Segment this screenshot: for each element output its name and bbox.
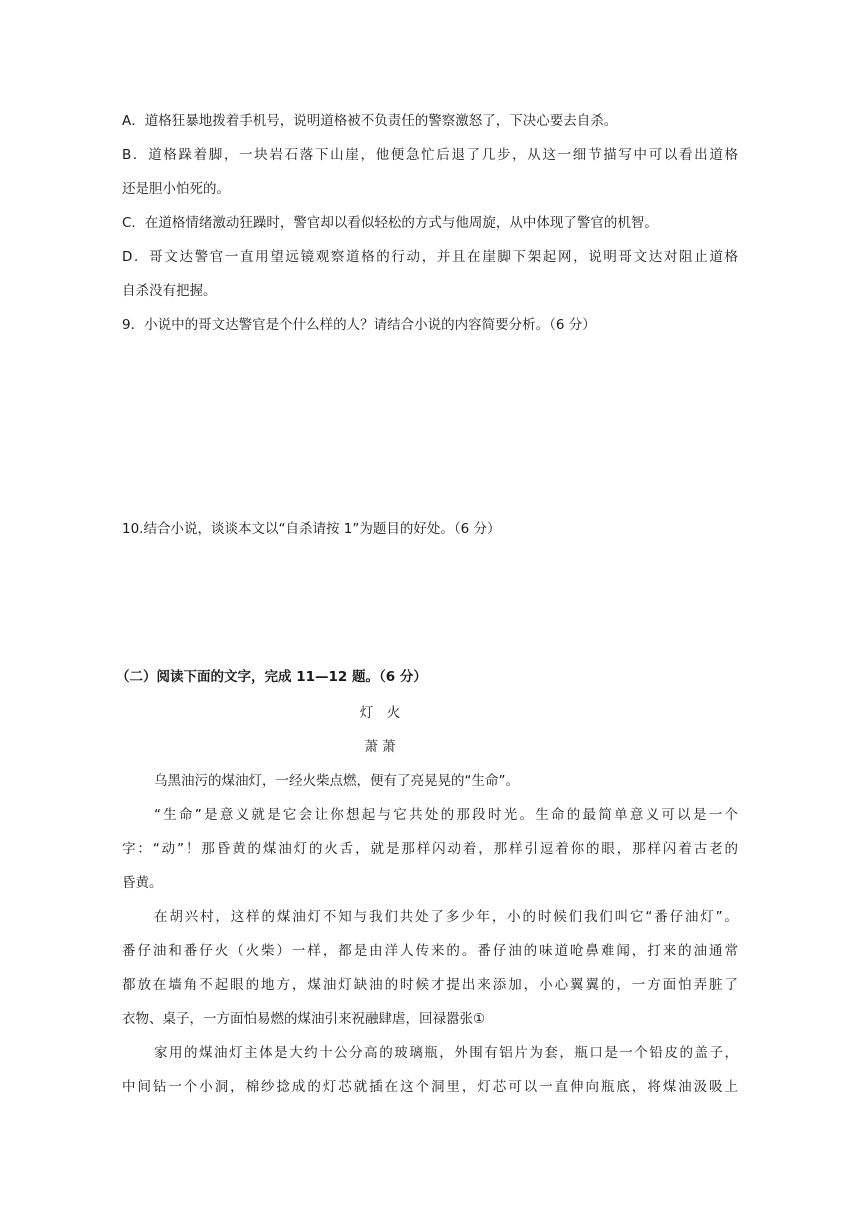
option-d-line-2: 自杀没有把握。 [122, 283, 217, 299]
option-b-line-2: 还是胆小怕死的。 [122, 181, 230, 197]
paragraph-line: 中间钻一个小洞，棉纱捻成的灯芯就插在这个洞里，灯芯可以一直伸向瓶底，将煤油汲吸上 [122, 1079, 738, 1095]
paragraph-line: 衣物、桌子，一方面怕易燃的煤油引来祝融肆虐，回禄嚣张① [122, 1011, 486, 1027]
question-10: 10.结合小说，谈谈本文以“自杀请按 1”为题目的好处。（6 分） [122, 521, 501, 537]
question-9: 9．小说中的哥文达警官是个什么样的人？请结合小说的内容简要分析。（6 分） [122, 317, 596, 333]
article-title: 灯 火 [359, 705, 401, 721]
paragraph-line: 在胡兴村，这样的煤油灯不知与我们共处了多少年，小的时候们我们叫它“番仔油灯”。 [154, 909, 738, 925]
option-b-line-1: B．道格跺着脚，一块岩石落下山崖，他便急忙后退了几步，从这一细节描写中可以看出道格 [122, 147, 738, 163]
paragraph-line: 番仔油和番仔火（火柴）一样，都是由洋人传来的。番仔油的味道呛鼻难闻，打来的油通常 [122, 943, 738, 959]
paragraph-line: “生命”是意义就是它会让你想起与它共处的那段时光。生命的最简单意义可以是一个 [154, 807, 738, 823]
section-heading: （二）阅读下面的文字，完成 11—12 题。（6 分） [116, 669, 427, 685]
paragraph-line: 家用的煤油灯主体是大约十公分高的玻璃瓶，外围有铝片为套，瓶口是一个铅皮的盖子， [154, 1045, 738, 1061]
paragraph-line: 昏黄。 [122, 875, 163, 891]
paragraph-line: 乌黑油污的煤油灯，一经火柴点燃，便有了亮晃晃的“生命”。 [154, 773, 519, 789]
option-d-line-1: D．哥文达警官一直用望远镜观察道格的行动，并且在崖脚下架起网，说明哥文达对阻止道格 [122, 249, 738, 265]
article-author: 萧 萧 [364, 739, 396, 755]
option-c: C．在道格情绪激动狂躁时，警官却以看似轻松的方式与他周旋，从中体现了警官的机智。 [122, 215, 658, 231]
paragraph-line: 字：“动”！那昏黄的煤油灯的火舌，就是那样闪动着，那样引逗着你的眼，那样闪着古老的 [122, 841, 738, 857]
paragraph-line: 都放在墙角不起眼的地方，煤油灯缺油的时候才提出来添加，小心翼翼的，一方面怕弄脏了 [122, 977, 738, 993]
option-a: A．道格狂暴地拨着手机号，说明道格被不负责任的警察激怒了，下决心要去自杀。 [122, 113, 618, 129]
